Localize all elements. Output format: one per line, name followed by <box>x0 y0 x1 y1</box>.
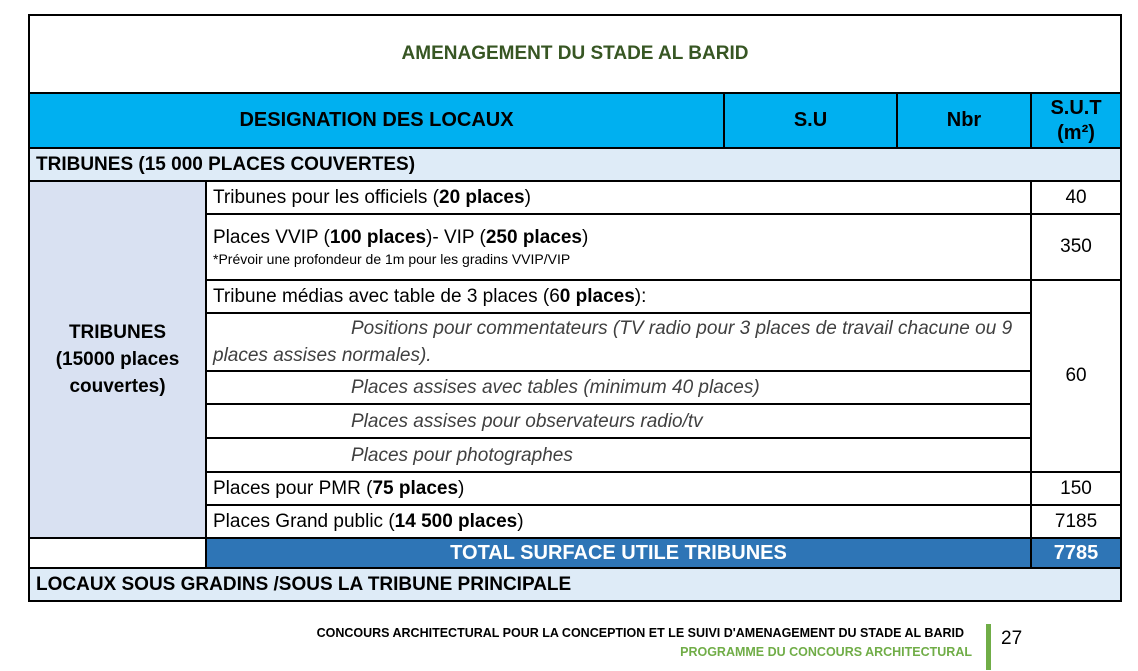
medias-subitem: Places pour photographes <box>206 438 1031 472</box>
row-value-medias: 60 <box>1031 280 1121 472</box>
footer-subtitle: PROGRAMME DU CONCOURS ARCHITECTURAL <box>680 645 972 659</box>
header-sut-line1: S.U.T <box>1050 96 1102 119</box>
row-label-officiels: Tribunes pour les officiels (20 places) <box>206 181 1031 214</box>
row-value-public: 7185 <box>1031 505 1121 538</box>
total-row <box>29 538 1121 568</box>
medias-subitem: Places assises pour observateurs radio/tv <box>206 404 1031 438</box>
section-title-locaux: LOCAUX SOUS GRADINS /SOUS LA TRIBUNE PRINCIPALE <box>29 568 1121 601</box>
programme-table <box>28 14 1122 602</box>
section-title-tribunes: TRIBUNES (15 000 PLACES COUVERTES) <box>29 148 1121 181</box>
header-row <box>29 93 1121 148</box>
row-label-public: Places Grand public (14 500 places) <box>206 505 1031 538</box>
footer-divider <box>986 624 991 670</box>
row-value-officiels: 40 <box>1031 181 1121 214</box>
header-nbr: Nbr <box>897 93 1031 148</box>
vip-note: *Prévoir une profondeur de 1m pour les gradins VVIP/VIP <box>213 251 571 267</box>
header-sut <box>1031 93 1121 148</box>
medias-subitem: Places assises avec tables (minimum 40 places) <box>206 371 1031 404</box>
group-label-line: (15000 places <box>55 349 180 370</box>
table-row <box>29 181 1121 214</box>
total-value: 7785 <box>1031 538 1121 568</box>
page-number: 27 <box>1001 628 1023 649</box>
row-value-vip: 350 <box>1031 214 1121 280</box>
row-label-pmr: Places pour PMR (75 places) <box>206 472 1031 505</box>
header-sut-line2: (m²) <box>1057 121 1095 144</box>
row-label-medias: Tribune médias avec table de 3 places (60 places): <box>206 280 1031 313</box>
medias-subitem: Positions pour commentateurs (TV radio pour 3 places de travail chacune ou 9 places assises normales). <box>206 313 1031 371</box>
group-label-line: TRIBUNES <box>68 322 167 343</box>
total-label: TOTAL SURFACE UTILE TRIBUNES <box>206 538 1031 568</box>
footer-title: CONCOURS ARCHITECTURAL POUR LA CONCEPTION ET LE SUIVI D'AMENAGEMENT DU STADE AL BARID <box>316 626 964 640</box>
section-row-tribunes <box>29 148 1121 181</box>
table-title: AMENAGEMENT DU STADE AL BARID <box>29 15 1121 93</box>
group-label-tribunes <box>29 181 206 538</box>
section-row-locaux <box>29 568 1121 601</box>
row-value-pmr: 150 <box>1031 472 1121 505</box>
header-designation: DESIGNATION DES LOCAUX <box>29 93 724 148</box>
total-row-spacer <box>29 538 206 568</box>
header-su: S.U <box>724 93 897 148</box>
group-label-line: couvertes) <box>69 376 166 397</box>
row-label-vip: Places VVIP (100 places)- VIP (250 places) *Prévoir une profondeur de 1m pour les gradins VVIP/VIP <box>206 214 1031 280</box>
title-row <box>29 15 1121 93</box>
